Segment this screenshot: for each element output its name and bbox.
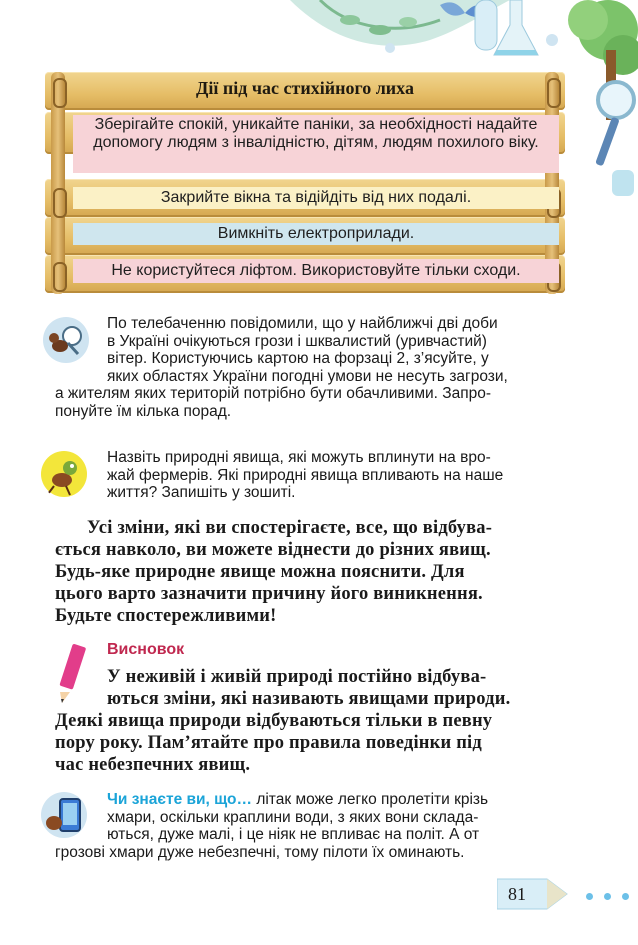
did-you-know-block: Чи знаєте ви, що… літак може легко пролетіти крізь хмари, оскільки краплини води, з яких вони склада- ються, дуже малі, і це ніяк не впливає на політ. А от грозові хмари дуже небезпечні, тому пілоти їх оминають. bbox=[55, 791, 489, 861]
task-natural-phenomena: Назвіть природні явища, які можуть вплинути на вро- жай фермерів. Які природні явища впливають на наше життя? Запишіть у зошиті. bbox=[107, 449, 504, 501]
main-paragraph: Усі зміни, які ви спостерігаєте, все, що відбува- ється навколо, ви можете віднести до різних явищ. Будь-яке природне явище можна пояснити. Для цього варто зазначити причину його виникнення. Будьте спостережливими! bbox=[55, 518, 493, 626]
magnifier-icon bbox=[592, 78, 638, 198]
note-keep-calm: Зберігайте спокій, уникайте паніки, за необхідності надайте допомогу людям з інвалідністю, дітям, людям похилого віку. bbox=[73, 115, 559, 173]
note-close-windows: Закрийте вікна та відійдіть від них подалі. bbox=[73, 187, 559, 209]
page-number: 81 bbox=[508, 884, 526, 904]
note-turn-off-electronics: Вимкніть електроприлади. bbox=[73, 223, 559, 245]
note-no-elevator: Не користуйтеся ліфтом. Використовуйте тільки сходи. bbox=[73, 259, 559, 283]
did-you-know-title: Чи знаєте ви, що… bbox=[107, 791, 253, 808]
conclusion-title: Висновок bbox=[107, 641, 185, 658]
safety-board bbox=[45, 72, 565, 294]
board-title: Дії під час стихійного лиха bbox=[196, 78, 414, 98]
task-weather-forecast: По телебаченню повідомили, що у найближчі дві доби в Україні очікуються грози і шквалистий (уривчастий) вітер. Користуючись картою на форзаці 2, з’ясуйте, у яких областях України погодні умови не несуть загрози, а жителям яких територій потрібно бути обачливими. Запро- понуйте їм кілька порад. bbox=[55, 315, 508, 420]
conclusion-text: У неживій і живій природі постійно відбува- ються зміни, які називають явищами природи. Деякі явища природи відбуваються тільки в певну пору року. Пам’ятайте про правила поведінки під час небезпечних явищ. bbox=[55, 667, 511, 775]
